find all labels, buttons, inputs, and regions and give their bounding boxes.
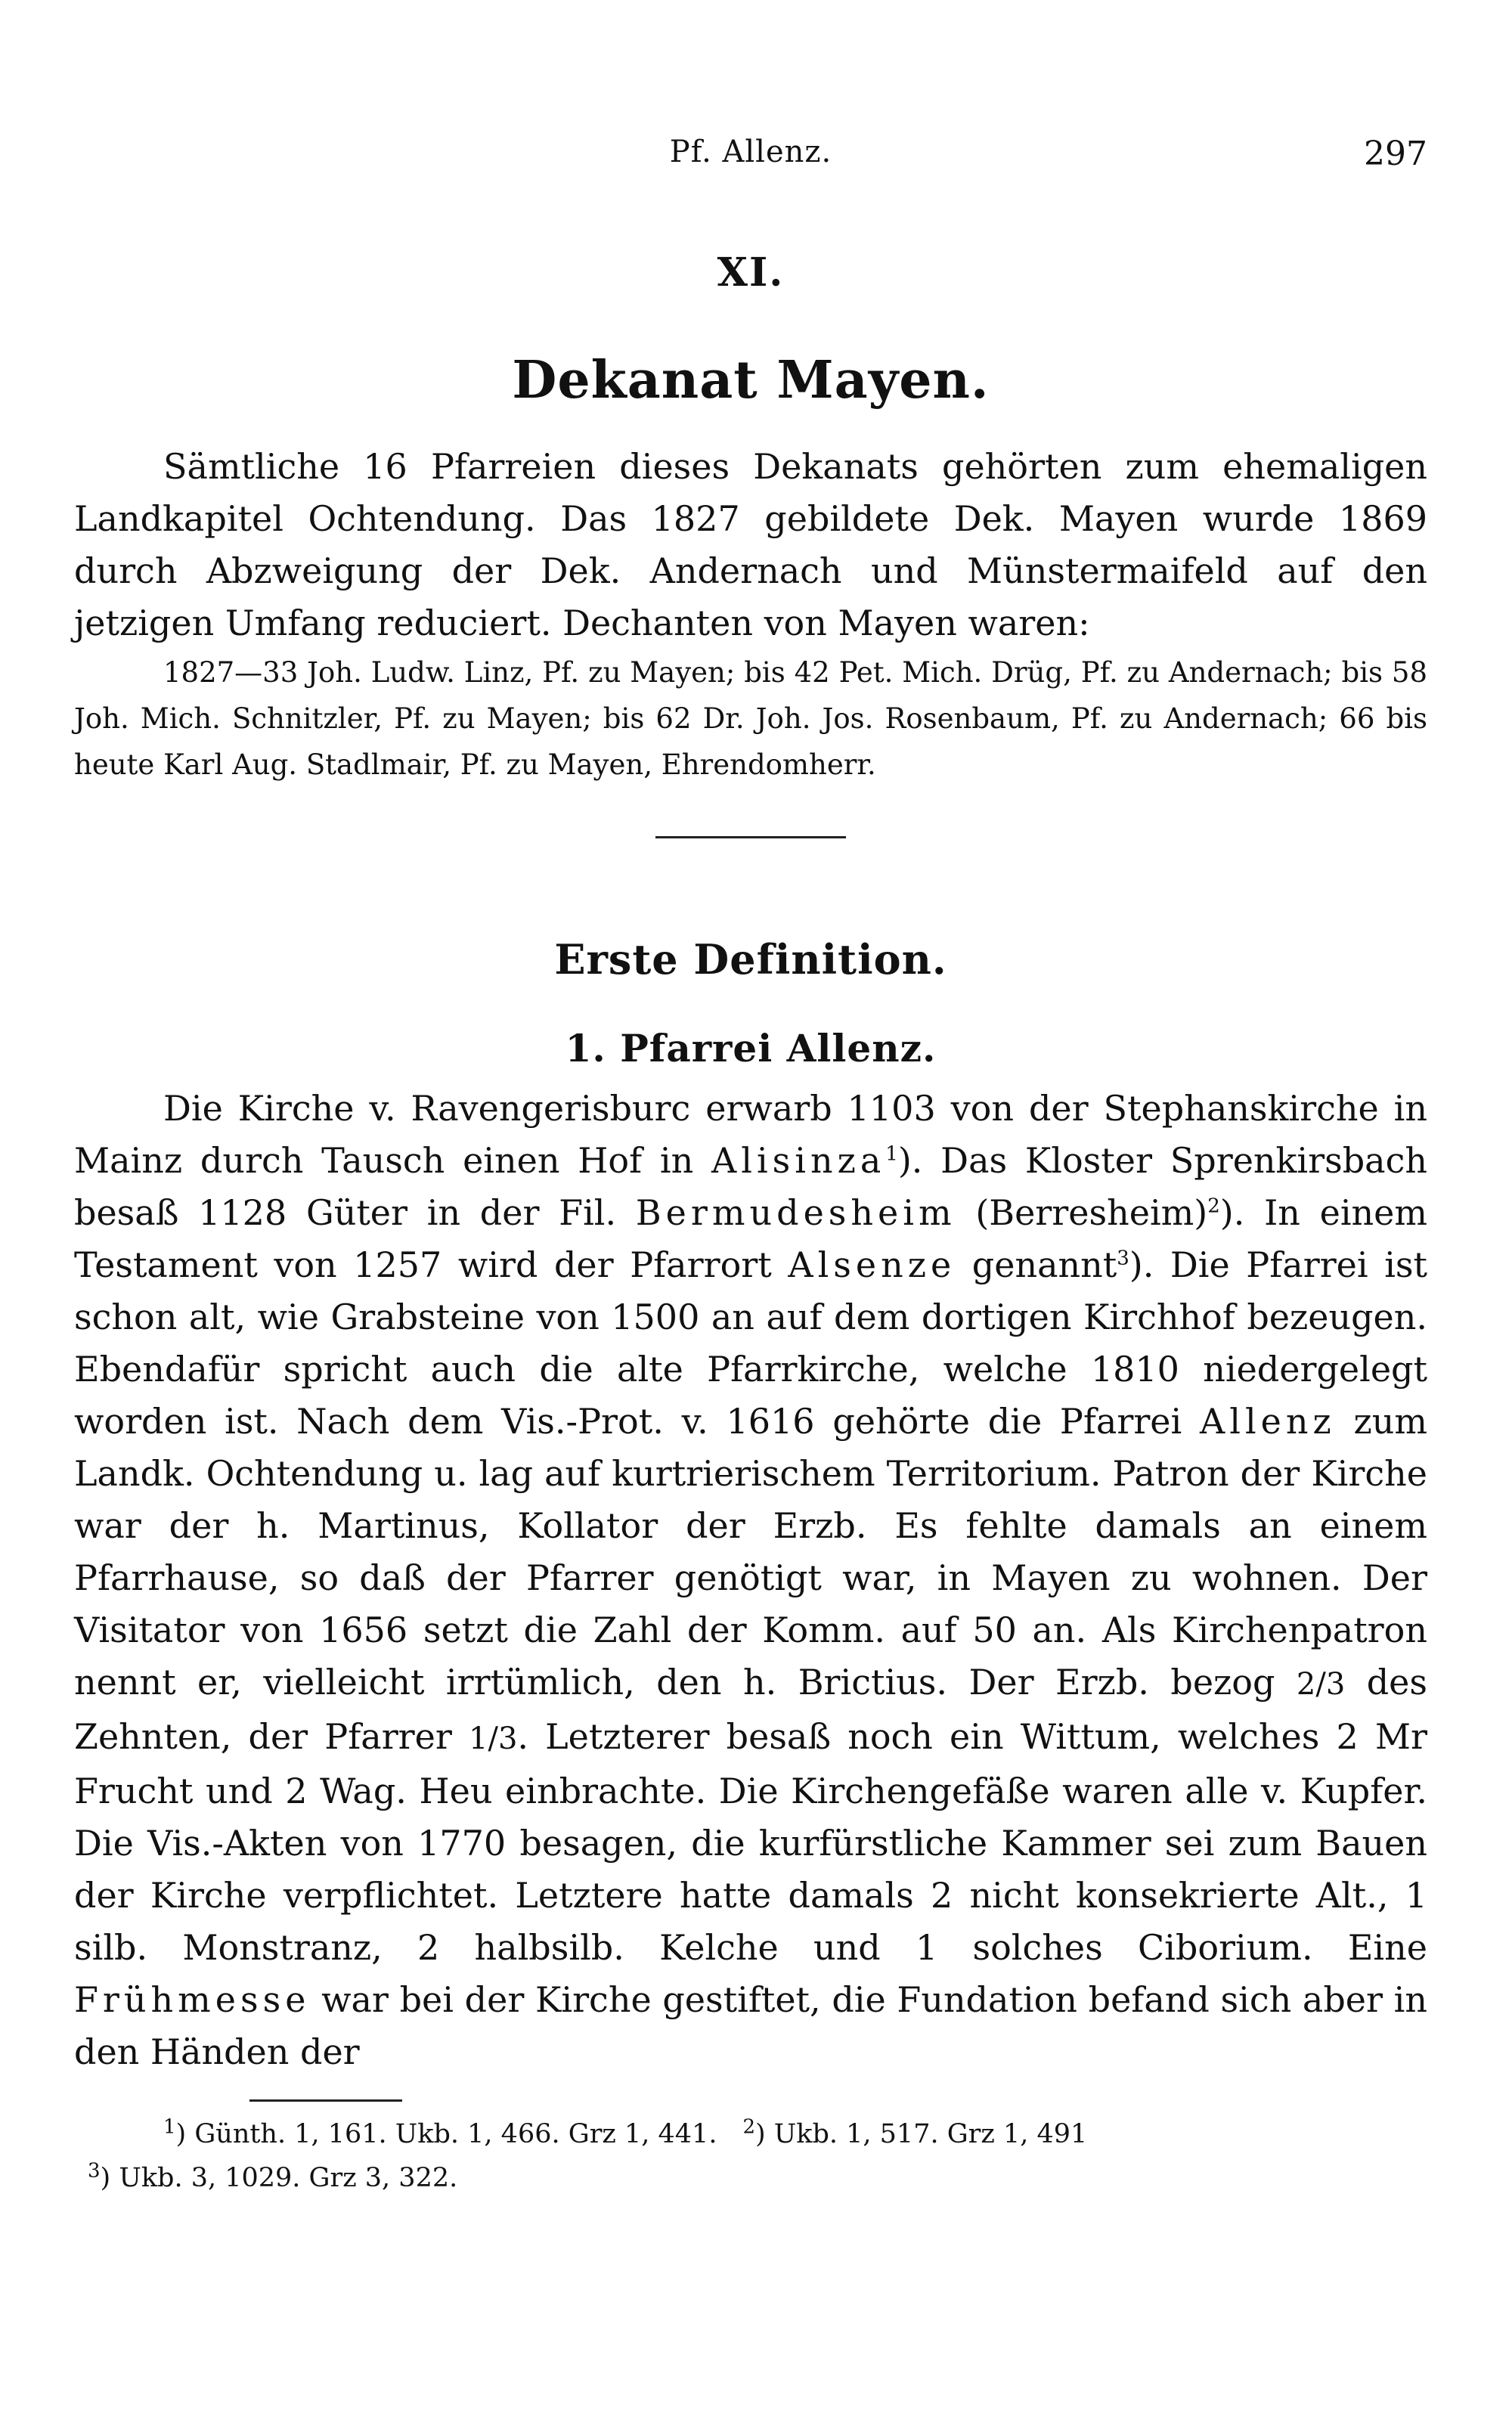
- footnote-rule: [249, 2099, 402, 2102]
- fraction: 2/3: [1296, 1667, 1346, 1702]
- deans-list: 1827—33 Joh. Ludw. Linz, Pf. zu Mayen; bis 42 Pet. Mich. Drüg, Pf. zu Andernach; bis 58 Joh. Mich. Schnitzler, Pf. zu Mayen; bis 62 Dr. Joh. Jos. Rosenbaum, Pf. zu Andernach; 66 bis heute Karl Aug. Stadlmair, Pf. zu Mayen, Ehrendomherr.: [74, 656, 1427, 781]
- footnote-text: ) Ukb. 3, 1029. Grz 3, 322.: [100, 2163, 458, 2193]
- footnote-marker: 2: [742, 2115, 755, 2139]
- spaced-placename: Alsenze: [788, 1244, 956, 1285]
- footnote-line: [88, 2156, 1427, 2200]
- book-page: [74, 113, 1427, 2381]
- body-text-segment: ). Das Kloster Sprenkirsbach besaß 1128 Güter in der Fil.: [74, 1140, 1427, 1233]
- running-title: Pf. Allenz.: [669, 135, 832, 169]
- section-separator: [655, 836, 846, 838]
- body-text-segment: genannt: [956, 1244, 1117, 1285]
- parish-heading: 1. Pfarrei Allenz.: [565, 1026, 937, 1071]
- body-text-segment: (Berresheim): [956, 1192, 1208, 1233]
- running-header: [74, 113, 1427, 173]
- footnote-text: ) Günth. 1, 161. Ukb. 1, 466. Grz 1, 441.: [175, 2119, 717, 2149]
- footnote-ref[interactable]: 1: [885, 1142, 898, 1166]
- spaced-placename: Bermudesheim: [635, 1192, 956, 1233]
- spaced-placename: Alisinza: [711, 1140, 886, 1181]
- section-title: Erste Definition.: [554, 935, 947, 984]
- chapter-title: Dekanat Mayen.: [512, 350, 990, 411]
- chapter-number: XI.: [717, 249, 785, 296]
- body-text-segment: war bei der Kirche gestiftet, die Fundation befand sich aber in den Händen der: [74, 1979, 1427, 2072]
- body-paragraph: [74, 1083, 1427, 2078]
- spaced-placename: Allenz: [1200, 1401, 1336, 1442]
- body-text-segment: . Letzterer besaß noch ein Wittum, welches 2 Mr Frucht und 2 Wag. Heu einbrachte. Die Kirchengefäße waren alle v. Kupfer. Die Vis.-Akten von 1770 besagen, die kurfürstliche Kammer sei zum Bauen der Kirche verpflichtet. Letztere hatte damals 2 nicht konsekrierte Alt., 1 silb. Monstranz, 2 halbsilb. Kelche und 1 solches Ciborium. Eine: [74, 1716, 1427, 1968]
- body-text-segment: ). Die Pfarrei ist schon alt, wie Grabsteine von 1500 an auf dem dortigen Kirchhof bezeugen. Ebendafür spricht auch die alte Pfarrkirche, welche 1810 niedergelegt worden ist. Nach dem Vis.-Prot. v. 1616 gehörte die Pfarrei: [74, 1244, 1427, 1442]
- body-text-segment: Die Kirche v. Ravengerisburc erwarb 1103 von der Stephanskirche in Mainz durch Tausch einen Hof in: [74, 1088, 1427, 1181]
- footnote-text: ) Ukb. 1, 517. Grz 1, 491: [755, 2119, 1088, 2149]
- fraction: 1/3: [469, 1721, 518, 1756]
- body-text-segment: zum Landk. Ochtendung u. lag auf kurtrierischem Territorium. Patron der Kirche war der h. Martinus, Kollator der Erzb. Es fehlte damals an einem Pfarrhause, so daß der Pfarrer genötigt war, in Mayen zu wohnen. Der Visitator von 1656 setzt die Zahl der Komm. auf 50 an. Als Kirchenpatron nennt er, vielleicht irrtümlich, den h. Brictius. Der Erzb. bezog: [74, 1401, 1427, 1703]
- footnote-ref[interactable]: 2: [1207, 1194, 1220, 1218]
- footnote-ref[interactable]: 3: [1117, 1247, 1129, 1270]
- page-number: 297: [1364, 135, 1427, 173]
- footnote-marker: 3: [88, 2159, 101, 2183]
- body-text-segment: des Zehnten, der Pfarrer: [74, 1662, 1428, 1757]
- spaced-term: Frühmesse: [74, 1979, 311, 2020]
- footnotes: [74, 2112, 1427, 2200]
- intro-paragraph: Sämtliche 16 Pfarreien dieses Dekanats gehörten zum ehemaligen Landkapitel Ochtendung. Das 1827 gebildete Dek. Mayen wurde 1869 durch Abzweigung der Dek. Andernach und Münstermaifeld auf den jetzigen Umfang reduciert. Dechanten von Mayen waren:: [74, 446, 1427, 643]
- body-text-segment: ). In einem Testament von 1257 wird der Pfarrort: [74, 1192, 1427, 1285]
- footnote-line: [163, 2112, 1427, 2156]
- footnote-marker: 1: [163, 2115, 176, 2139]
